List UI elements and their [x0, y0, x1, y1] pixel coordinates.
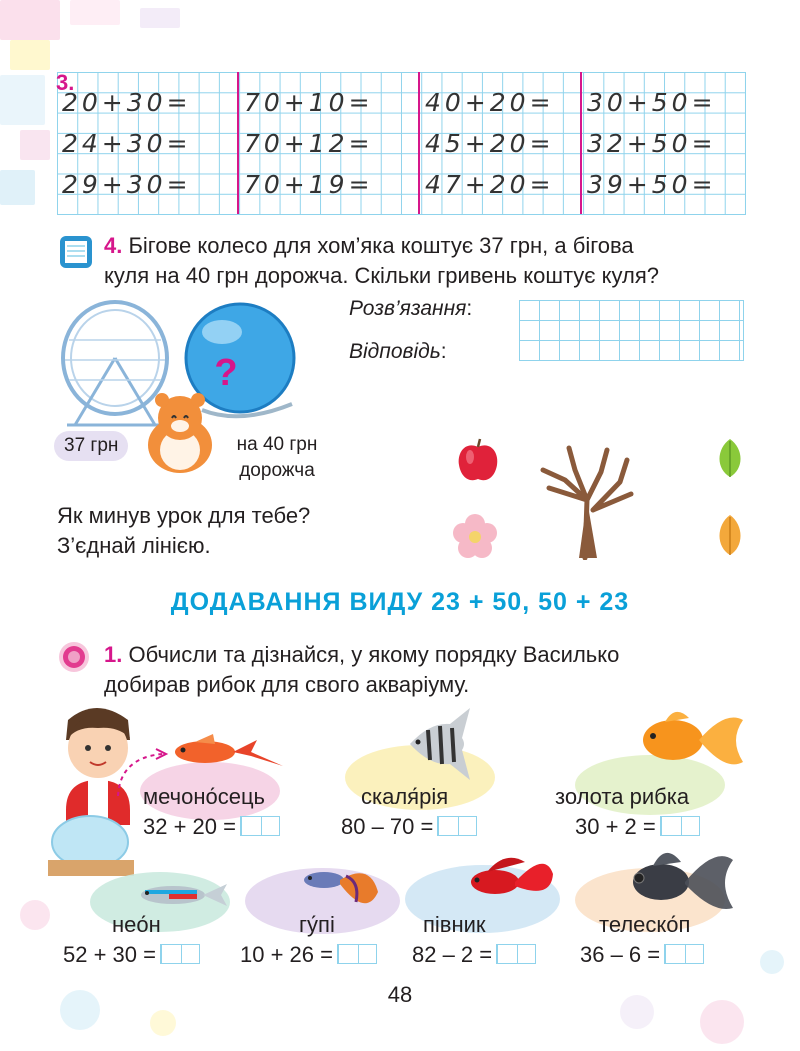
fish-name-betta: півник	[423, 912, 486, 937]
page-number: 48	[387, 982, 413, 1007]
expression-guppy: 10 + 26 =	[240, 942, 377, 968]
decor-square	[20, 130, 50, 160]
decor-dot	[20, 900, 50, 930]
decor-dot	[760, 950, 784, 974]
exercise-4-line-2: куля на 40 грн дорожча. Скільки гривень коштує куля?	[104, 263, 660, 288]
section-title: ДОДАВАННЯ ВИДУ 23 + 50, 50 + 23	[170, 588, 630, 616]
expression: 30+50=	[587, 88, 717, 117]
telescope-fish-icon	[625, 842, 735, 914]
guppy-fish-icon	[300, 862, 380, 918]
exercise-3-number: 3.	[56, 70, 75, 95]
expression: 29+30=	[62, 170, 192, 199]
question-mark: ?	[214, 352, 238, 394]
decor-square	[10, 40, 50, 70]
exercise-1-line-2: добирав рибок для свого акваріуму.	[104, 672, 470, 697]
angelfish-icon	[400, 704, 480, 784]
expression-angelfish: 80 – 70 =	[341, 814, 477, 840]
fish-name-angelfish: скаля́рія	[361, 784, 449, 809]
answer-label: Відповідь:	[349, 340, 447, 363]
fish-name-neon: нео́н	[112, 912, 161, 937]
notebook-icon	[58, 234, 94, 270]
expression: 45+20=	[425, 129, 555, 158]
exercise-1-text	[104, 640, 619, 670]
expression: 20+30=	[62, 88, 192, 117]
column-divider	[580, 72, 582, 214]
expression: 47+20=	[425, 170, 555, 199]
flower-icon[interactable]	[452, 513, 498, 559]
reflection-line-2: З’єднай лінією.	[57, 533, 211, 558]
answer-box[interactable]	[437, 816, 477, 836]
expression: 70+19=	[244, 170, 374, 199]
fish-name-swordtail: мечоно́сець	[143, 784, 266, 809]
hamster-image	[140, 390, 220, 475]
green-leaf-icon[interactable]	[714, 437, 746, 479]
solution-answer-grid[interactable]	[519, 300, 744, 361]
decor-square	[0, 170, 35, 205]
answer-box[interactable]	[240, 816, 280, 836]
yellow-leaf-icon[interactable]	[714, 513, 746, 557]
difference-label-line-2: дорожча	[239, 460, 315, 481]
solution-label: Розв’язання:	[349, 297, 473, 320]
expression-neon: 52 + 30 =	[63, 942, 200, 968]
decor-square	[0, 75, 45, 125]
answer-box[interactable]	[160, 944, 200, 964]
exercise-1-number: 1.	[104, 642, 123, 667]
column-divider	[237, 72, 239, 214]
expression-telescope: 36 – 6 =	[580, 942, 704, 968]
neon-fish-icon	[135, 878, 230, 912]
goldfish-icon	[635, 700, 745, 780]
difference-label	[222, 432, 332, 484]
expression: 70+12=	[244, 129, 374, 158]
tree-icon[interactable]	[535, 430, 645, 560]
expression: 70+10=	[244, 88, 374, 117]
exercise-4-number: 4.	[104, 233, 123, 258]
expression: 40+20=	[425, 88, 555, 117]
reflection-line-1: Як минув урок для тебе?	[57, 503, 311, 528]
pen-circle-icon	[57, 640, 91, 674]
decor-square	[0, 0, 60, 40]
answer-box[interactable]	[496, 944, 536, 964]
decor-square	[70, 0, 120, 25]
expression: 32+50=	[587, 129, 717, 158]
difference-label-line-1: на 40 грн	[236, 434, 318, 455]
fish-name-guppy: гу́пі	[299, 912, 335, 937]
answer-box[interactable]	[664, 944, 704, 964]
expression: 24+30=	[62, 129, 192, 158]
exercise-4-text	[104, 231, 634, 261]
exercise-1-line-1: Обчисли та дізнайся, у якому порядку Василько	[128, 642, 620, 667]
fish-name-telescope: телеско́п	[599, 912, 691, 937]
swordtail-fish-icon	[165, 730, 285, 774]
expression-swordtail: 32 + 20 =	[143, 814, 280, 840]
apple-icon[interactable]	[455, 437, 501, 485]
betta-fish-icon	[465, 850, 555, 910]
answer-box[interactable]	[660, 816, 700, 836]
fish-name-goldfish: золота рибка	[555, 784, 690, 809]
column-divider	[418, 72, 420, 214]
expression-betta: 82 – 2 =	[412, 942, 536, 968]
answer-box[interactable]	[337, 944, 377, 964]
expression-goldfish: 30 + 2 =	[575, 814, 700, 840]
price-label: 37 грн	[54, 431, 128, 461]
decor-square	[140, 8, 180, 28]
exercise-4-line-1: Бігове колесо для хом’яка коштує 37 грн, а бігова	[128, 233, 634, 258]
expression: 39+50=	[587, 170, 717, 199]
decor-dot	[150, 1010, 176, 1036]
